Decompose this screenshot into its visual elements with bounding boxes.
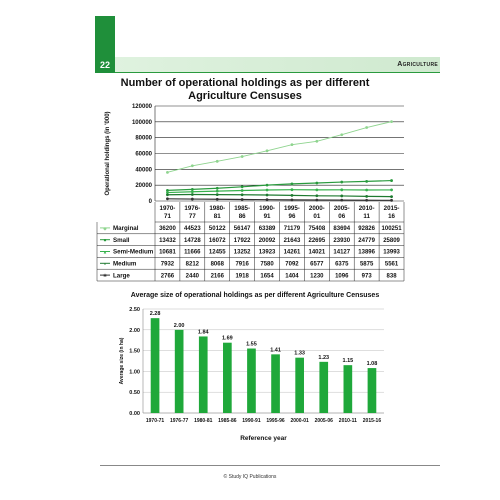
chart1-x-tick-line1: 1970- <box>159 205 176 212</box>
chart1-table-value: 5875 <box>359 261 374 268</box>
chart1-table-value: 24779 <box>358 237 375 244</box>
chart1-x-tick-line1: 2000- <box>308 205 325 212</box>
chart1-y-label: Operational holdings (in '000) <box>105 111 111 196</box>
chart2-bar <box>295 358 304 413</box>
chart1-x-tick-line1: 2005- <box>333 205 350 212</box>
chart1-legend-marker: ■ <box>103 237 107 243</box>
chart1-x-tick-line2: 16 <box>388 213 395 220</box>
chart1-legend-label: Medium <box>113 260 137 268</box>
chart1-x-tick-line2: 06 <box>338 213 346 220</box>
chart1-table-value: 63389 <box>258 226 276 233</box>
chart1-table-value: 7580 <box>260 261 274 268</box>
chart2-x-tick: 2015-16 <box>362 418 382 424</box>
chart1-x-tick-line2: 71 <box>164 213 171 220</box>
chart1-x-tick-line1: 1995- <box>284 205 300 212</box>
chart1-table-value: 1404 <box>285 273 299 280</box>
chart2-y-tick: 0.00 <box>129 411 140 417</box>
chart2-data-label: 1.15 <box>342 358 354 365</box>
chart1-table-value: 50122 <box>208 226 226 233</box>
chart2-data-label: 2.00 <box>173 322 185 329</box>
chart1-table-value: 25809 <box>383 237 400 244</box>
chart1-x-tick-line2: 11 <box>363 213 370 220</box>
chart1-table-value: 14728 <box>184 237 201 244</box>
chart1-table-value: 6577 <box>310 261 324 268</box>
chart1-table-value: 22695 <box>308 237 326 244</box>
chart2-data-label: 1.84 <box>197 329 209 336</box>
chart1-table-value: 21643 <box>283 237 301 244</box>
chart2-bar <box>223 343 232 413</box>
chart1-legend-label: Semi-Medium <box>113 248 154 256</box>
chart1-table-value: 2440 <box>185 273 200 280</box>
chart1-title-line2: Agriculture Censuses <box>188 90 302 102</box>
footer-credit: © Study IQ Publications <box>223 474 277 480</box>
chart2-x-tick: 2005-06 <box>314 418 333 424</box>
chart1-legend-label: Marginal <box>113 225 139 233</box>
chart1-y-tick: 120000 <box>131 104 152 110</box>
chart2-data-label: 1.08 <box>366 361 378 368</box>
chart1-y-tick: 20000 <box>135 183 152 190</box>
chart1-y-tick: 0 <box>148 199 152 205</box>
chart2-bar <box>271 354 280 413</box>
chart2-x-tick: 2010-11 <box>338 418 357 424</box>
chart2-data-label: 1.69 <box>221 335 233 342</box>
chart1-table-value: 13252 <box>233 249 251 256</box>
chart1-table-value: 71179 <box>283 226 301 233</box>
chart1-table-value: 100251 <box>381 226 402 233</box>
section-name: Agriculture <box>397 61 438 68</box>
chart1-table-value: 7932 <box>160 261 175 268</box>
chart2-x-tick: 2000-01 <box>290 418 309 424</box>
chart2-y-tick: 1.50 <box>129 348 140 355</box>
chart2-bar <box>199 336 208 413</box>
chart1-table-value: 14127 <box>333 249 351 256</box>
chart1-table-value: 20092 <box>258 237 276 244</box>
chart1-x-tick-line1: 1980- <box>209 205 226 212</box>
page-number: 22 <box>99 60 110 70</box>
chart1-table-value: 14021 <box>308 249 326 256</box>
chart1-x-tick-line2: 77 <box>188 213 196 220</box>
chart2-y-label: Average size (in ha) <box>119 337 125 385</box>
chart1-table-value: 2166 <box>210 273 224 280</box>
chart1-title-line1: Number of operational holdings as per different <box>120 77 370 89</box>
chart2-bar <box>319 362 328 413</box>
chart1-table-value: 11666 <box>184 249 201 256</box>
chart1-table-value: 2766 <box>160 273 175 280</box>
chart1-table-value: 44523 <box>184 226 201 233</box>
chart2-y-tick: 2.00 <box>129 327 140 334</box>
footer-rule <box>100 465 440 466</box>
chart1-x-tick-line1: 2010- <box>358 205 375 212</box>
chart1-x-tick-line1: 1990- <box>259 205 275 212</box>
chart2-x-tick: 1970-71 <box>145 418 165 424</box>
chart1-legend-marker: × <box>103 261 107 267</box>
chart1-table-value: 92826 <box>358 226 375 233</box>
chart1-table-value: 13993 <box>383 249 400 256</box>
chart1-table-value: 13923 <box>258 249 276 256</box>
chart2-x-tick: 1995-96 <box>266 418 285 424</box>
chart1-table-value: 1096 <box>335 273 349 280</box>
chart1-table-value: 16072 <box>208 237 226 244</box>
chart1-legend-label: Small <box>113 236 130 244</box>
chart1-table-value: 10681 <box>159 249 176 256</box>
chart1-table-value: 56147 <box>233 226 251 233</box>
chart1-x-tick-line2: 86 <box>238 213 246 220</box>
chart1-x-tick-line1: 1985- <box>234 205 251 212</box>
chart1-table-value: 1918 <box>235 273 249 280</box>
chart1-table-value: 6375 <box>335 261 349 268</box>
chart2-title: Average size of operational holdings as per different Agriculture Censuses <box>130 292 380 299</box>
chart1-y-tick: 60000 <box>135 151 152 158</box>
chart1-table-value: 838 <box>386 273 397 280</box>
chart1-y-tick: 100000 <box>131 119 152 126</box>
chart2-data-label: 1.23 <box>318 354 330 361</box>
chart2-x-tick: 1985-86 <box>218 418 237 424</box>
chart1-table-value: 8068 <box>210 261 224 268</box>
chart1-x-tick-line1: 1976- <box>184 205 201 212</box>
chart1-x-tick-line2: 91 <box>263 213 271 220</box>
chart1-y-tick: 40000 <box>135 167 152 174</box>
chart1-legend-marker: ◆ <box>103 225 107 231</box>
chart2-bar <box>344 365 353 413</box>
chart1-table-value: 13896 <box>358 249 375 256</box>
chart1-table-value: 5561 <box>384 261 399 268</box>
chart2-bar <box>368 368 377 413</box>
chart1-table-value: 7092 <box>285 261 299 268</box>
chart2-data-label: 1.41 <box>270 347 281 354</box>
chart1-legend-marker: ✱ <box>103 273 107 279</box>
chart1-x-tick-line2: 81 <box>213 213 221 220</box>
chart1-y-tick: 80000 <box>135 135 152 142</box>
chart1-table-value: 23930 <box>333 237 351 244</box>
chart1-table-value: 83694 <box>333 226 351 233</box>
chart2-x-tick: 1976-77 <box>169 418 189 424</box>
chart1-table-value: 7916 <box>235 261 249 268</box>
chart1-table-value: 8212 <box>185 261 200 268</box>
chart1-table-value: 973 <box>361 273 372 280</box>
chart1-table-value: 1230 <box>310 273 324 280</box>
chart1-table-value: 1654 <box>260 273 274 280</box>
chart2-bar <box>247 349 256 413</box>
chart2-y-tick: 2.50 <box>129 307 140 313</box>
chart1-x-tick-line1: 2015- <box>383 205 400 212</box>
chart2-x-label: Reference year <box>240 435 287 442</box>
chart1-table-value: 17922 <box>233 237 251 244</box>
chart1-table-value: 14261 <box>283 249 301 256</box>
chart1-x-tick-line2: 96 <box>288 213 296 220</box>
chart1-legend-label: Large <box>113 272 130 280</box>
chart2-data-label: 1.33 <box>294 350 306 357</box>
chart1-table-value: 13432 <box>159 237 176 244</box>
chart2-data-label: 2.28 <box>149 311 161 318</box>
chart1-x-tick-line2: 01 <box>313 213 321 220</box>
chart2-x-tick: 1990-91 <box>242 418 261 424</box>
chart2-y-tick: 0.50 <box>129 390 140 397</box>
chart2-bar <box>175 330 184 413</box>
chart2-bar <box>151 318 160 413</box>
chart1-table-value: 12455 <box>208 249 226 256</box>
chart2-x-tick: 1980-81 <box>194 418 213 424</box>
chart1-table-value: 36200 <box>159 226 176 233</box>
chart1-table-value: 75408 <box>308 226 326 233</box>
chart2-data-label: 1.55 <box>246 341 257 348</box>
chart2-y-tick: 1.00 <box>129 369 140 376</box>
chart1-legend-marker: ▲ <box>102 249 108 255</box>
